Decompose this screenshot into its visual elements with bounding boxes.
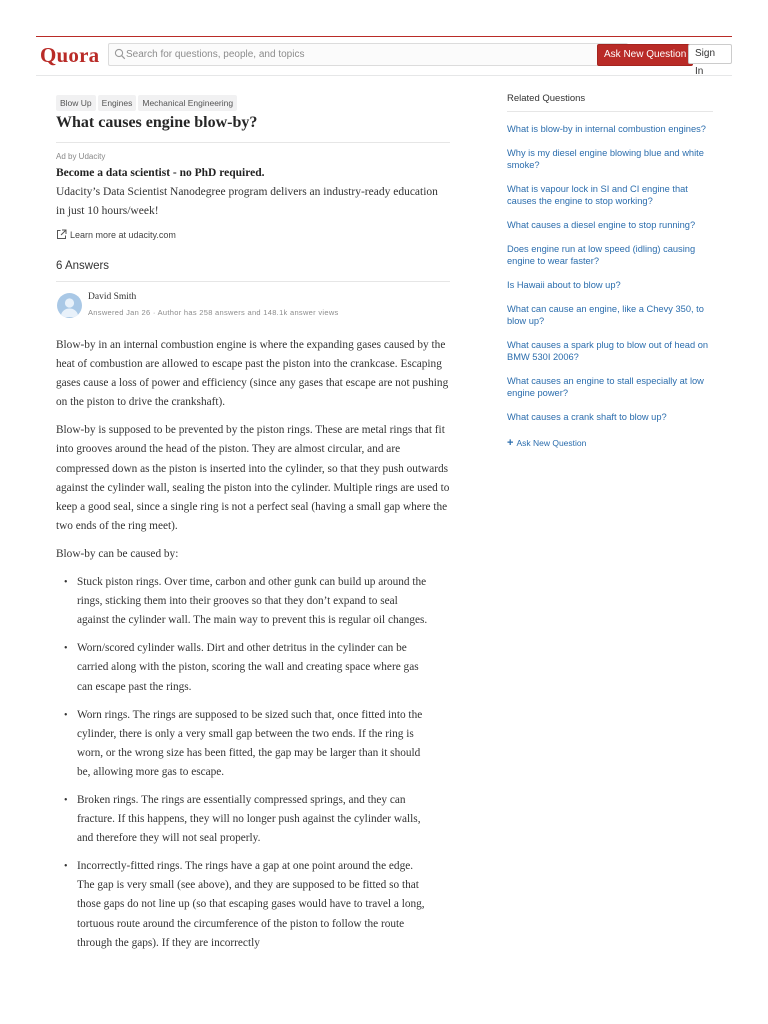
external-link-icon: [56, 229, 67, 240]
answer-paragraph: Blow-by in an internal combustion engine is where the expanding gases caused by the heat of combustion are allowed to escape past the piston into the crankcase. Escaping gases cause a loss of power and efficiency (since any gases that escape are not pushing on the piston to drive the crankshaft).: [56, 339, 449, 409]
related-question-link[interactable]: What causes a crank shaft to blow up?: [507, 412, 667, 422]
user-avatar-icon[interactable]: [57, 293, 82, 318]
related-questions-title: Related Questions: [507, 93, 586, 104]
author-name[interactable]: David Smith: [88, 292, 137, 302]
search-box[interactable]: [108, 43, 628, 66]
author-meta: Answered Jan 26 · Author has 258 answers and 148.1k answer views: [88, 308, 339, 317]
avatar-silhouette: [57, 293, 82, 318]
ad-link-label: Learn more at udacity.com: [70, 230, 176, 240]
bullet: •: [64, 577, 68, 589]
list-item: [64, 639, 429, 696]
ad-label: Ad by Udacity: [56, 152, 106, 161]
related-question-link[interactable]: What can cause an engine, like a Chevy 350, to blow up?: [507, 304, 704, 326]
answer-body: [56, 336, 452, 962]
topic-tags: [56, 93, 239, 109]
ask-new-question-label: Ask New Question: [516, 438, 587, 448]
list-item-text: Worn rings. The rings are supposed to be sized such that, once fitted into the cylinder, there is only a very small gap between the two ends. If the ring is worn, or the wrong size has been fitted, the gap may be larger than it should be, allowing more gas to escape.: [77, 708, 423, 778]
sidebar-ask-new-question-link[interactable]: [507, 437, 586, 449]
list-item: [64, 573, 429, 630]
quora-logo[interactable]: Quora: [40, 43, 100, 67]
list-item-text: Stuck piston rings. Over time, carbon and other gunk can build up around the rings, sticking them into their grooves so that they don’t expand to seal against the cylinder wall. The main way to prevent this is regular oil changes.: [77, 576, 428, 627]
related-questions-list: [507, 123, 713, 435]
answer-paragraph: Blow-by is supposed to be prevented by the piston rings. These are metal rings that fit into grooves around the head of the piston. They are almost circular, and are compressed down as the piston is inserted into the cylinder, so that they push outwards against the cylinder wall, sealing the piston into the cylinder. Multiple rings are used to keep a good seal, since a single ring is not a perfect seal (having a small gap where the two ends of the ring meet).: [56, 424, 450, 532]
plus-icon: +: [507, 437, 514, 449]
list-item-text: Incorrectly-fitted rings. The rings have a gap at one point around the edge. The gap is very small (see above), and they are supposed to be fitted so that those gaps do not line up (so that escaping gases would have to travel a long, tortuous route around the circumference of the piston to follow the route through the gaps). If they are incorrectly: [77, 860, 425, 949]
list-item: [64, 706, 429, 782]
related-question-link[interactable]: What causes a diesel engine to stop running?: [507, 220, 696, 230]
ad-learn-more-link[interactable]: [56, 229, 176, 240]
bullet: •: [64, 794, 68, 806]
related-question-link[interactable]: What causes an engine to stall especially at low engine power?: [507, 376, 704, 398]
list-item: [64, 791, 429, 848]
question-title[interactable]: What causes engine blow-by?: [56, 114, 258, 131]
related-question-link[interactable]: Does engine run at low speed (idling) causing engine to wear faster?: [507, 244, 696, 266]
related-question-link[interactable]: What is blow-by in internal combustion engines?: [507, 124, 706, 134]
bullet: •: [64, 643, 68, 655]
list-item-text: Broken rings. The rings are essentially compressed springs, and they can fracture. If this happens, they will no longer push against the cylinder walls, and therefore they will not seal properly.: [77, 793, 421, 845]
answers-count: 6 Answers: [56, 260, 110, 272]
divider: [56, 142, 450, 143]
related-question-link[interactable]: What is vapour lock in SI and CI engine that causes the engine to stop working?: [507, 184, 688, 206]
causes-list: [56, 573, 452, 953]
ad-headline[interactable]: Become a data scientist - no PhD required.: [56, 167, 265, 179]
divider: [56, 281, 450, 282]
bullet: •: [64, 709, 68, 721]
bullet: •: [64, 861, 68, 873]
list-item-text: Worn/scored cylinder walls. Dirt and other detritus in the cylinder can be carried along with the piston, scoring the wall and creating space where gas can escape past the rings.: [77, 642, 419, 693]
topic-tag[interactable]: Engines: [98, 95, 137, 111]
ad-body[interactable]: Udacity’s Data Scientist Nanodegree program delivers an industry-ready education in just 10 hours/week!: [56, 186, 438, 217]
search-input[interactable]: [126, 46, 616, 62]
answer-paragraph: Blow-by can be caused by:: [56, 547, 179, 560]
list-item: [64, 857, 429, 952]
search-icon: [114, 48, 126, 60]
topic-tag[interactable]: Blow Up: [56, 95, 96, 111]
topic-tag[interactable]: Mechanical Engineering: [138, 95, 237, 111]
related-question-link[interactable]: Is Hawaii about to blow up?: [507, 280, 621, 290]
divider: [507, 111, 713, 112]
sign-in-button[interactable]: Sign In: [688, 44, 732, 64]
related-question-link[interactable]: Why is my diesel engine blowing blue and white smoke?: [507, 148, 704, 170]
ask-new-question-button[interactable]: Ask New Question: [597, 44, 693, 66]
related-question-link[interactable]: What causes a spark plug to blow out of head on BMW 530I 2006?: [507, 340, 709, 362]
header: [36, 37, 732, 76]
